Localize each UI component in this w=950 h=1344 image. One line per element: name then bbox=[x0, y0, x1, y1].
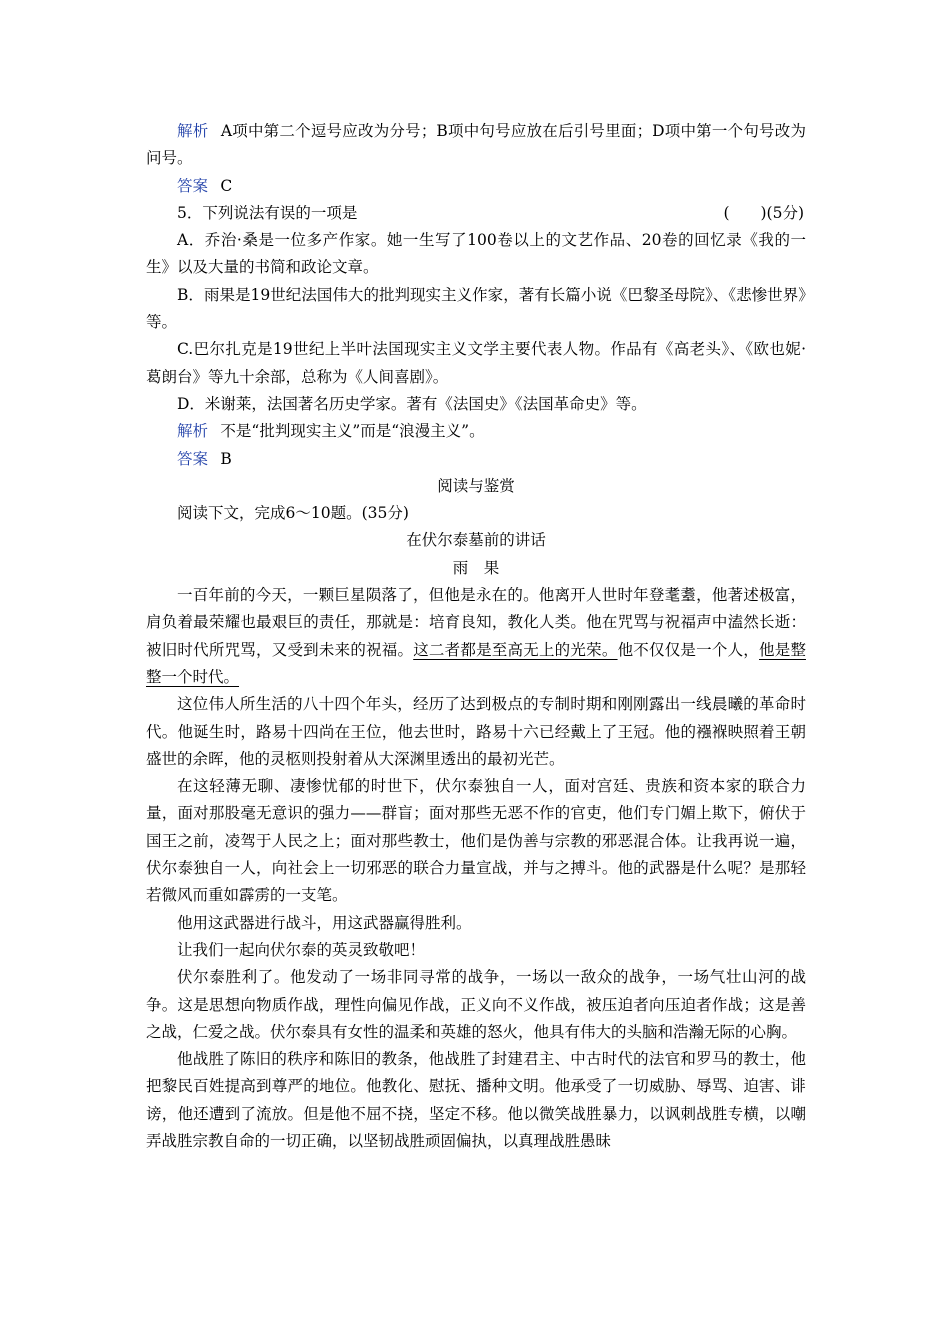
article-paragraph-7: 他战胜了陈旧的秩序和陈旧的教条，他战胜了封建君主、中古时代的法官和罗马的教士，他把黎民百姓提高到尊严的地位。他教化、慰抚、播种文明。他承受了一切威胁、辱骂、迫害、诽谤，他还遭到了流放。但是他不屈不挠，坚定不移。他以微笑战胜暴力，以讽刺战胜专横，以嘲弄战胜宗教自命的一切正确，以坚韧战胜顽固偏执，以真理战胜愚昧 bbox=[146, 1050, 806, 1150]
document-body bbox=[146, 118, 806, 1155]
article-paragraph-5: 让我们一起向伏尔泰的英灵致敬吧！ bbox=[177, 940, 426, 959]
analysis-text: A项中第二个逗号应改为分号；B项中句号应放在后引号里面；D项中第一个句号改为问号。 bbox=[146, 122, 806, 168]
q5-option-a: A．乔治·桑是一位多产作家。她一生写了100卷以上的文艺作品、20卷的回忆录《我的一生》以及大量的书简和政论文章。 bbox=[146, 231, 806, 277]
analysis-text: 不是“批判现实主义”而是“浪漫主义”。 bbox=[220, 422, 485, 441]
article-paragraph-4: 他用这武器进行战斗，用这武器赢得胜利。 bbox=[177, 913, 472, 932]
article-paragraph-2: 这位伟人所生活的八十四个年头，经历了达到极点的专制时期和刚刚露出一线晨曦的革命时代。他诞生时，路易十四尚在王位，他去世时，路易十六已经戴上了王冠。他的襁褓映照着王朝盛世的余晖，他的灵柩则投射着从大深渊里透出的最初光芒。 bbox=[146, 695, 806, 768]
answer-blank: ( )(5分) bbox=[723, 203, 804, 222]
q4-analysis bbox=[146, 118, 806, 173]
answer-text: C bbox=[220, 176, 233, 195]
article-paragraph-6: 伏尔泰胜利了。他发动了一场非同寻常的战争，一场以一敌众的战争，一场气壮山河的战争。这是思想向物质作战，理性向偏见作战，正义向不义作战，被压迫者向压迫者作战；这是善之战，仁爱之战。伏尔泰具有女性的温柔和英雄的怒火，他具有伟大的头脑和浩瀚无际的心胸。 bbox=[146, 968, 806, 1041]
section-title: 阅读与鉴赏 bbox=[437, 476, 515, 495]
paragraph-text: 他不仅仅是一个人， bbox=[617, 640, 760, 659]
article-paragraph-1 bbox=[146, 582, 806, 691]
q5-option-d: D．米谢莱，法国著名历史学家。著有《法国史》《法国革命史》等。 bbox=[177, 394, 647, 413]
q5-answer bbox=[146, 446, 806, 473]
article-paragraph-3: 在这轻薄无聊、凄惨忧郁的时世下，伏尔泰独自一人，面对宫廷、贵族和资本家的联合力量，面对那股毫无意识的强力——群盲；面对那些无恶不作的官吏，他们专门媚上欺下，俯伏于国王之前，凌驾于人民之上；面对那些教士，他们是伪善与宗教的邪恶混合体。让我再说一遍，伏尔泰独自一人，向社会上一切邪恶的联合力量宣战，并与之搏斗。他的武器是什么呢？是那轻若微风而重如霹雳的一支笔。 bbox=[146, 777, 806, 905]
analysis-label: 解析 bbox=[177, 122, 209, 140]
reading-instruction: 阅读下文，完成6～10题。(35分) bbox=[177, 504, 409, 523]
article-title: 在伏尔泰墓前的讲话 bbox=[406, 531, 546, 550]
underlined-sentence-1: 这二者都是至高无上的光荣。 bbox=[413, 640, 618, 659]
question-stem: 5．下列说法有误的一项是 bbox=[177, 203, 358, 222]
paragraph-text: 一百年前的今天，一颗巨星陨落了，但他是永在的。他离开人世时年登耄耋，他著述极富，肩负着最荣耀也最艰巨的责任，那就是：培育良知，教化人类。他在咒骂与祝福声中溘然长逝：被旧时代所咒骂，又受到未来的祝福。 bbox=[146, 586, 806, 659]
q5-option-c: C.巴尔扎克是19世纪上半叶法国现实主义文学主要代表人物。作品有《高老头》、《欧也妮·葛朗台》等九十余部，总称为《人间喜剧》。 bbox=[146, 340, 806, 386]
q4-answer bbox=[146, 173, 806, 200]
q5-stem bbox=[146, 200, 806, 227]
answer-text: B bbox=[220, 449, 232, 468]
underlined-sentence-2: 他是整整一个时代。 bbox=[146, 640, 806, 686]
answer-label: 答案 bbox=[177, 449, 209, 468]
q5-option-b: B．雨果是19世纪法国伟大的批判现实主义作家，著有长篇小说《巴黎圣母院》、《悲惨世界》等。 bbox=[146, 285, 806, 332]
analysis-label: 解析 bbox=[177, 422, 209, 441]
answer-label: 答案 bbox=[177, 176, 209, 195]
q5-analysis bbox=[146, 418, 806, 445]
article-author: 雨 果 bbox=[452, 558, 500, 577]
